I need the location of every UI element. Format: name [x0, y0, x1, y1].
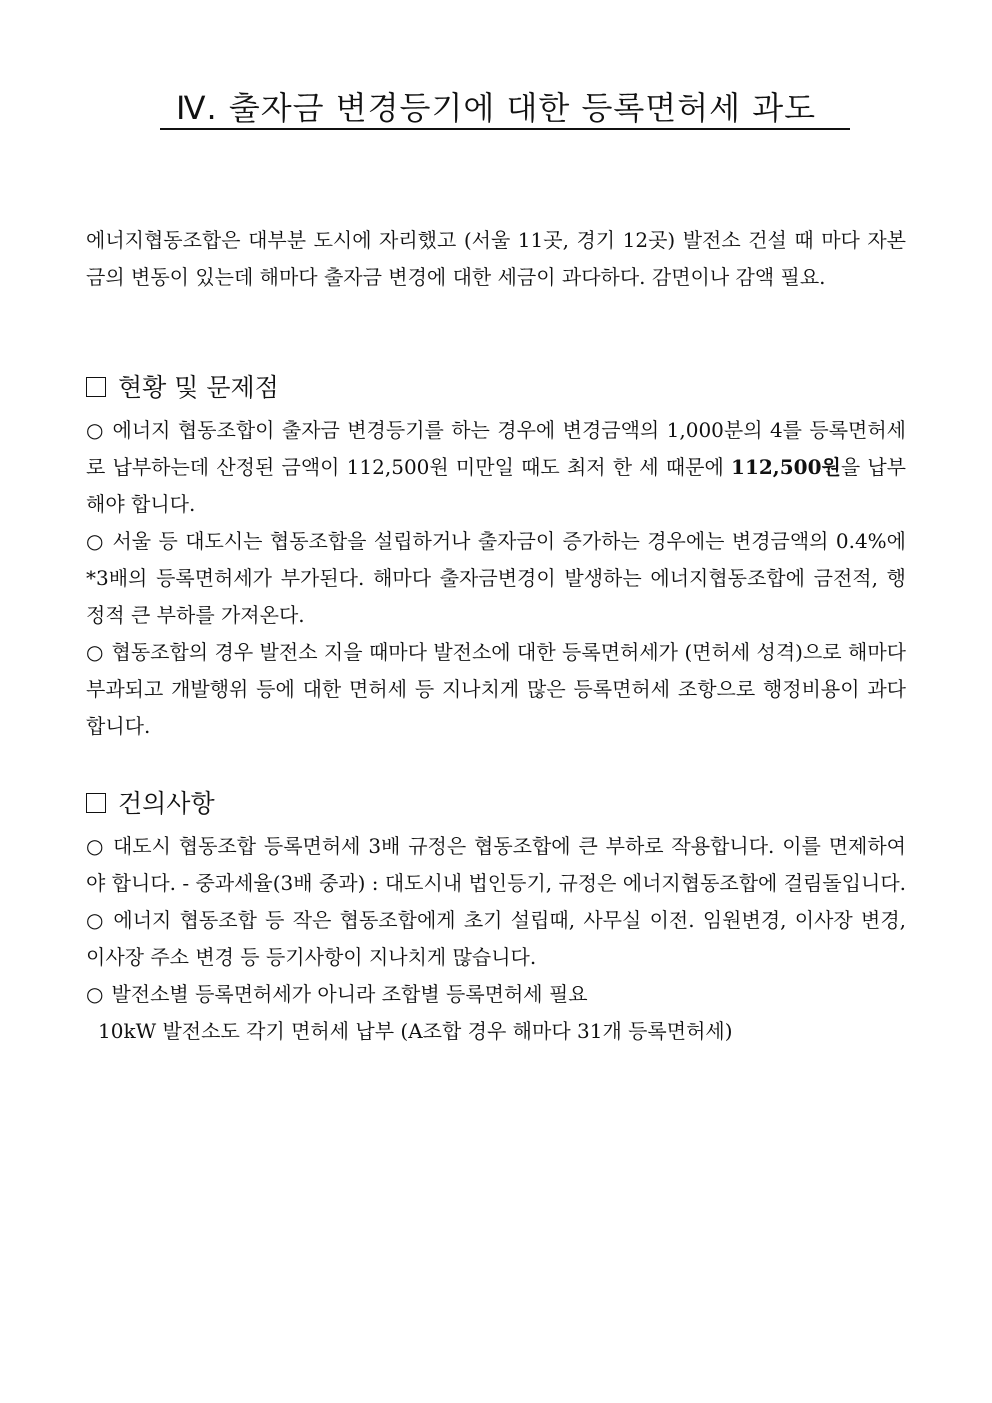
bullet-text: 에너지 협동조합이 출자금 변경등기를 하는 경우에 변경금액의 1,000분의 4를 등록면허세로 납부하는데 산정된 금액이 112,500원 미만일 때도 최저 한 세 때문에	[86, 418, 906, 479]
proposal-bullet-list	[86, 828, 906, 1050]
checkbox-square-icon	[86, 377, 106, 397]
list-item	[86, 412, 906, 523]
circle-bullet-icon: ○	[86, 418, 105, 442]
list-item	[86, 902, 906, 976]
bullet-text: 을 납부해야 합니다.	[86, 455, 906, 516]
circle-bullet-icon: ○	[86, 834, 105, 858]
circle-bullet-icon: ○	[86, 908, 106, 932]
section-heading-label: 건의사항	[118, 789, 215, 818]
note-text: 10kW 발전소도 각기 면허세 납부 (A조합 경우 해마다 31개 등록면허세)	[98, 1019, 733, 1043]
section-heading-proposals	[86, 786, 215, 822]
section-heading-label: 현황 및 문제점	[118, 373, 279, 402]
list-item	[86, 976, 906, 1013]
bullet-text: 서울 등 대도시는 협동조합을 설립하거나 출자금이 증가하는 경우에는 변경금액의 0.4%에 *3배의 등록면허세가 부가된다. 해마다 출자금변경이 발생하는 에너지협동조합에 금전적, 행정적 큰 부하를 가져온다.	[86, 529, 906, 627]
list-item	[86, 523, 906, 634]
bullet-text: 대도시 협동조합 등록면허세 3배 규정은 협동조합에 큰 부하로 작용합니다. 이를 면제하여야 합니다. - 중과세율(3배 중과) : 대도시내 법인등기, 규정은 에너지협동조합에 걸림돌입니다.	[86, 834, 907, 895]
section-heading-status	[86, 370, 279, 406]
intro-paragraph: 에너지협동조합은 대부분 도시에 자리했고 (서울 11곳, 경기 12곳) 발전소 건설 때 마다 자본금의 변동이 있는데 해마다 출자금 변경에 대한 세금이 과다하다. 감면이나 감액 필요.	[86, 228, 906, 289]
title-underline	[160, 128, 850, 130]
bullet-text: 에너지 협동조합 등 작은 협동조합에게 초기 설립때, 사무실 이전. 임원변경, 이사장 변경, 이사장 주소 변경 등 등기사항이 지나치게 많습니다.	[86, 908, 907, 969]
status-bullet-list	[86, 412, 906, 745]
list-item	[86, 634, 906, 745]
circle-bullet-icon: ○	[86, 982, 104, 1006]
amount-text: 112,500원	[731, 455, 841, 479]
list-item	[86, 828, 906, 902]
bullet-text: 발전소별 등록면허세가 아니라 조합별 등록면허세 필요	[111, 982, 588, 1006]
circle-bullet-icon: ○	[86, 529, 105, 553]
page-title: Ⅳ. 출자금 변경등기에 대한 등록면허세 과도	[175, 89, 817, 127]
bullet-text: 협동조합의 경우 발전소 지을 때마다 발전소에 대한 등록면허세가 (면허세 성격)으로 해마다 부과되고 개발행위 등에 대한 면허세 등 지나치게 많은 등록면허세 조항으로 행정비용이 과다합니다.	[86, 640, 906, 738]
checkbox-square-icon	[86, 793, 106, 813]
circle-bullet-icon: ○	[86, 640, 104, 664]
